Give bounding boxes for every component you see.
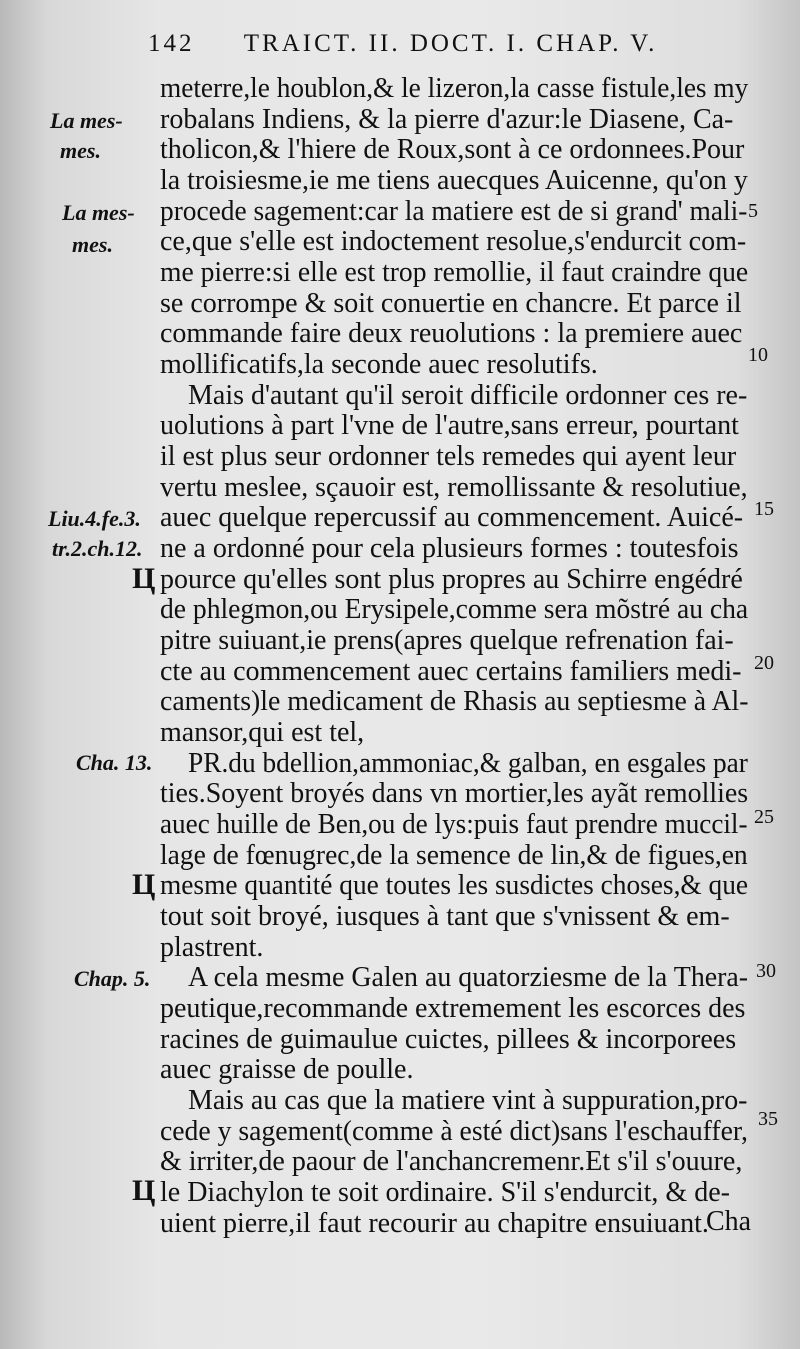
pointer-mark: Ц [132,1174,156,1207]
text-line: mansor,qui est tel, [160,717,365,748]
text-line: il est plus seur ordonner tels remedes qui ayent leur [160,441,737,472]
text-line: A cela mesme Galen au quatorziesme de la Thera- [188,962,749,993]
text-line: Mais d'autant qu'il seroit difficile ordonner ces re- [188,380,748,411]
pointer-mark: Ц [132,562,156,595]
line-number: 10 [748,344,768,366]
line-number: 25 [754,806,774,828]
text-line: PR.du bdellion,ammoniac,& galban, en esgales par [188,748,748,779]
text-line: le Diachylon te soit ordinaire. S'il s'endurcit, & de- [160,1177,730,1208]
text-line: Mais au cas que la matiere vint à suppuration,pro- [188,1085,748,1116]
text-line: peutique,recommande extremement les escorces des [160,993,746,1024]
line-number: 5 [748,200,758,222]
text-line: ce,que s'elle est indoctement resolue,s'endurcit com- [160,226,747,257]
page-header [148,30,768,58]
text-line: cte au commencement auec certains familiers medi- [160,656,742,687]
text-line: meterre,le houblon,& le lizeron,la casse fistule,les my [160,73,749,104]
text-line: la troisiesme,ie me tiens auecques Auicenne, qu'on y [160,165,748,196]
text-line: plastrent. [160,932,264,963]
text-line: ties.Soyent broyés dans vn mortier,les ayãt remollies [160,778,749,809]
text-line: vertu meslee, sçauoir est, remollissante & resolutiue, [160,472,748,503]
text-line: uolutions à part l'vne de l'autre,sans erreur, pourtant [160,410,739,441]
margin-note: mes. [72,232,113,257]
text-line: ne a ordonné pour cela plusieurs formes : toutesfois [160,533,739,564]
line-number: 20 [754,652,774,674]
margin-note: tr.2.ch.12. [52,536,143,561]
text-line: racines de guimaulue cuictes, pillees & incorporees [160,1024,737,1055]
text-line: tholicon,& l'hiere de Roux,sont à ce ordonnees.Pour [160,134,745,165]
text-line: tout soit broyé, iusques à tant que s'vnissent & em- [160,901,730,932]
page-number: 142 [148,30,195,57]
line-number: 15 [754,498,774,520]
text-line: procede sagement:car la matiere est de si grand' mali- [160,196,748,227]
line-number: 35 [758,1108,778,1130]
text-line: uient pierre,il faut recourir au chapitre ensuiuant. [160,1208,709,1239]
margin-note: Chap. 5. [74,966,151,991]
text-line: auec huille de Ben,ou de lys:puis faut prendre muccil- [160,809,748,840]
text-line: se corrompe & soit conuertie en chancre. Et parce il [160,288,742,319]
margin-note: mes. [60,138,101,163]
text-line: mollificatifs,la seconde auec resolutifs. [160,349,598,380]
margin-note: La mes- [62,200,135,225]
line-number: 30 [756,960,776,982]
margin-note: Cha. 13. [76,750,153,775]
catchword: Cha [706,1206,752,1237]
text-line: pitre suiuant,ie prens(apres quelque refrenation fai- [160,625,734,656]
text-line: pource qu'elles sont plus propres au Schirre engédré [160,564,743,595]
text-line: robalans Indiens, & la pierre d'azur:le Diasene, Ca- [160,104,734,135]
text-line: de phlegmon,ou Erysipele,comme sera mõstré au cha [160,594,749,625]
running-title: TRAICT. II. DOCT. I. CHAP. V. [243,30,658,57]
text-line: & irriter,de paour de l'anchancremenr.Et s'il s'ouure, [160,1146,743,1177]
pointer-mark: Ц [132,868,156,901]
text-line: caments)le medicament de Rhasis au septiesme à Al- [160,686,749,717]
text-line: commande faire deux reuolutions : la premiere auec [160,318,743,349]
text-line: cede y sagement(comme à esté dict)sans l'eschauffer, [160,1116,748,1147]
margin-note: La mes- [50,108,123,133]
margin-note: Liu.4.fe.3. [48,506,141,531]
text-line: me pierre:si elle est trop remollie, il faut craindre que [160,257,749,288]
text-line: auec quelque repercussif au commencement. Auicé- [160,502,744,533]
text-line: auec graisse de poulle. [160,1054,414,1085]
text-line: lage de fœnugrec,de la semence de lin,& de figues,en [160,840,748,871]
text-line: mesme quantité que toutes les susdictes choses,& que [160,870,749,901]
